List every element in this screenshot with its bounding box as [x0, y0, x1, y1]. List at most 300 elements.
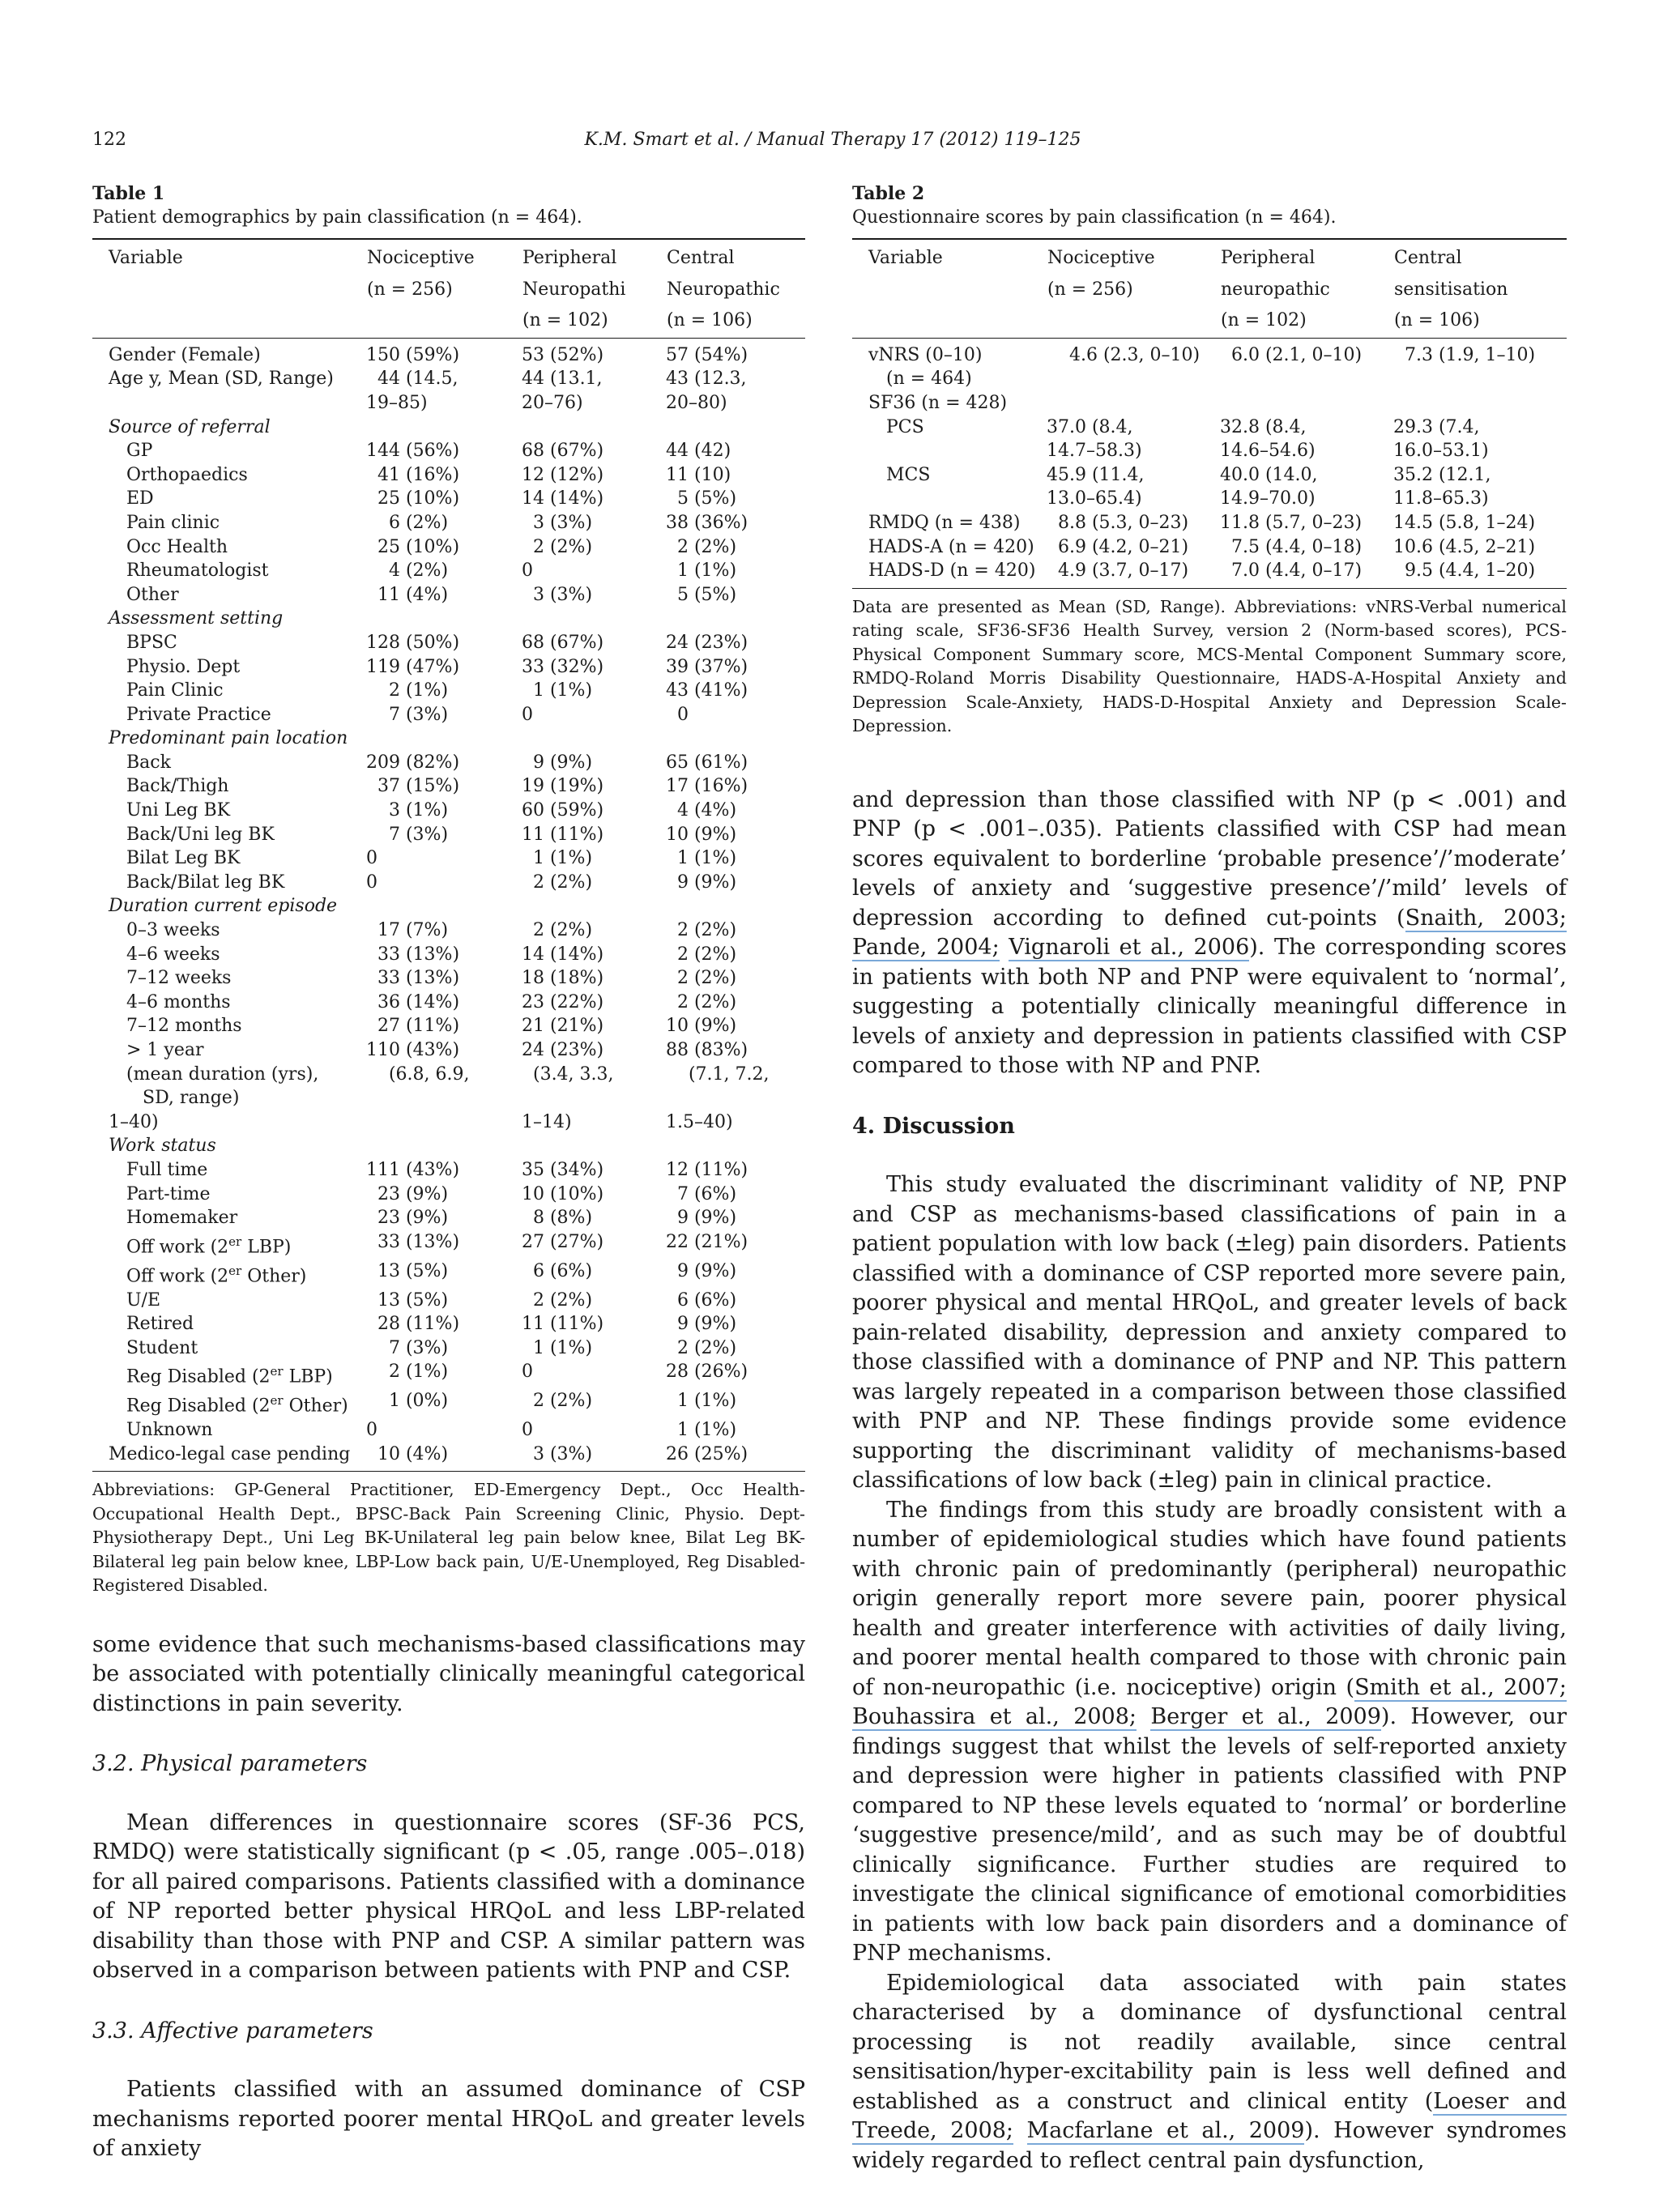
table2-header — [852, 239, 1567, 338]
table-section-label: Work status — [109, 1136, 216, 1157]
row-label: Age y, Mean (SD, Range) — [109, 369, 334, 390]
table-cell: 9 (9%) — [666, 1260, 737, 1281]
table-cell: 27 (27%) — [522, 1231, 604, 1252]
row-label: Bilat Leg BK — [126, 848, 241, 869]
table-cell: 1 (1%) — [522, 1337, 593, 1358]
citation-link[interactable]: Macfarlane et al., 2009 — [1026, 2118, 1305, 2144]
table-cell: 24 (23%) — [666, 632, 748, 653]
table-cell: 13 (5%) — [366, 1289, 449, 1311]
table-cell: 29.3 (7.4, — [1393, 416, 1480, 437]
row-label: Pain clinic — [126, 512, 220, 533]
paragraph: This study evaluated the discriminant validity of NP, PNP and CSP as mechanisms-based classifications of pain in a patient population with low back (±leg) pain disorders. Patients classified with a dominance of CSP reported more severe pain, poorer physical and mental HRQoL, and greater levels of back pain-related disability, depression and anxiety compared to those classified with a dominance of PNP and NP. This pattern was largely repeated in a comparison between those classified with PNP and NP. These findings provide some evidence supporting the discriminant validity of mechanisms-based classifications of low back (±leg) pain in clinical practice. — [852, 1172, 1567, 1494]
row-label: Student — [126, 1337, 198, 1358]
table-row — [92, 1443, 805, 1472]
table-cell: 1 (0%) — [366, 1391, 449, 1412]
row-label: Full time — [126, 1159, 208, 1180]
table-cell: 20–80) — [666, 392, 727, 413]
column-header: (n = 102) — [1220, 302, 1393, 338]
column-header: Neuropathi — [522, 279, 626, 300]
table-cell: 14 (14%) — [522, 488, 604, 509]
table-cell: 3 (3%) — [522, 512, 593, 533]
table-cell — [1393, 391, 1567, 416]
table-cell: 2 (1%) — [366, 680, 449, 701]
column-header — [92, 302, 366, 338]
table-cell: 7 (3%) — [366, 704, 449, 725]
section-heading-3-2: 3.2. Physical parameters — [92, 1751, 368, 1777]
table-cell: 40.0 (14.0, — [1220, 464, 1318, 485]
table-cell — [1220, 367, 1393, 391]
table-cell: 23 (9%) — [366, 1208, 449, 1229]
section-heading-4: 4. Discussion — [852, 1113, 1015, 1139]
table-row — [92, 703, 805, 727]
table-row — [852, 511, 1567, 535]
table-cell: 17 (16%) — [666, 776, 748, 797]
table-cell: 0 — [522, 704, 533, 725]
table-cell: 44 (14.5, — [366, 369, 458, 390]
table-cell: 5 (5%) — [666, 488, 737, 509]
table-cell: 32.8 (8.4, — [1220, 416, 1307, 437]
table-cell: 11 (11%) — [522, 824, 604, 845]
table-cell: 3 (3%) — [522, 584, 593, 605]
table-cell: 28 (11%) — [366, 1314, 460, 1335]
table-row — [852, 367, 1567, 391]
table-cell: 28 (26%) — [666, 1362, 748, 1383]
table-cell: 37 (15%) — [366, 776, 460, 797]
table-row — [92, 1230, 805, 1259]
table-cell: 24 (23%) — [522, 1040, 604, 1060]
row-label: ED — [126, 488, 154, 509]
table-row — [92, 631, 805, 655]
left-body-text — [92, 1630, 805, 2164]
row-label — [852, 487, 1047, 511]
table-cell: 8 (8%) — [522, 1208, 593, 1229]
table-cell — [366, 1086, 522, 1110]
table-cell: 33 (13%) — [366, 944, 460, 965]
column-header: Neuropathic — [667, 279, 780, 300]
table-cell: 6.9 (4.2, 0–21) — [1047, 536, 1189, 557]
table-header-row — [92, 302, 805, 338]
citation-link[interactable]: Berger et al., 2009 — [1150, 1704, 1381, 1730]
row-label: U/E — [126, 1289, 161, 1311]
table-cell: 60 (59%) — [522, 800, 604, 821]
table-row — [92, 823, 805, 847]
table-row — [852, 487, 1567, 511]
citation-link[interactable]: Loeser and Treede, 2008; — [852, 2088, 1567, 2144]
table-cell: 53 (52%) — [522, 344, 604, 365]
table-cell: 6 (2%) — [366, 512, 449, 533]
table-cell — [1047, 367, 1220, 391]
table-cell — [522, 894, 666, 918]
table-row — [852, 391, 1567, 416]
table-cell: 1 (1%) — [522, 680, 593, 701]
table-cell: 38 (36%) — [666, 512, 748, 533]
table-cell: 2 (2%) — [522, 1391, 593, 1412]
table-cell: 12 (12%) — [522, 464, 604, 485]
table-row — [92, 1134, 805, 1158]
column-header: Nociceptive — [366, 239, 522, 271]
table2-body — [852, 338, 1567, 588]
table-cell: 20–76) — [522, 392, 583, 413]
table-cell: 6.0 (2.1, 0–10) — [1220, 344, 1363, 365]
table-row — [852, 338, 1567, 367]
table-cell: 43 (41%) — [666, 680, 748, 701]
table1-body — [92, 338, 805, 1472]
table-cell — [366, 1110, 522, 1135]
table-cell: 2 (1%) — [366, 1362, 449, 1383]
table-cell: 11.8–65.3) — [1393, 488, 1489, 509]
table-row — [92, 1206, 805, 1230]
table-cell: 14.6–54.6) — [1220, 441, 1316, 462]
table-cell: 33 (13%) — [366, 1231, 460, 1252]
column-header: Variable — [852, 239, 1047, 271]
table-cell: 4.6 (2.3, 0–10) — [1047, 344, 1201, 365]
table-cell: 2 (2%) — [666, 944, 737, 965]
row-label: Gender (Female) — [109, 344, 261, 365]
table-cell: 36 (14%) — [366, 991, 460, 1012]
row-label: 7–12 months — [126, 1016, 242, 1037]
table-cell: 2 (2%) — [522, 536, 593, 557]
column-header: Variable — [92, 239, 366, 271]
table-cell — [666, 416, 805, 440]
row-label: (n = 464) — [886, 369, 972, 390]
table-row — [92, 871, 805, 895]
table-cell: 27 (11%) — [366, 1016, 460, 1037]
table-cell: 19–85) — [366, 392, 428, 413]
table-cell: 10 (4%) — [366, 1443, 522, 1472]
table-header-row — [92, 271, 805, 303]
row-label: Pain Clinic — [126, 680, 224, 701]
table-header-row — [92, 239, 805, 271]
table-cell: 57 (54%) — [666, 344, 748, 365]
table-row — [92, 1259, 805, 1289]
table-cell — [522, 727, 666, 751]
table-cell — [366, 894, 522, 918]
table-row — [92, 1183, 805, 1207]
table-row — [92, 943, 805, 967]
paragraph: Patients classified with an assumed dominance of CSP mechanisms reported poorer mental HRQoL and greater levels of anxiety — [92, 2077, 805, 2162]
table-cell — [666, 1086, 805, 1110]
table-row — [852, 559, 1567, 588]
left-column — [92, 181, 805, 2164]
table-cell: 4.9 (3.7, 0–17) — [1047, 559, 1220, 588]
table-row — [92, 1360, 805, 1389]
table1 — [92, 238, 805, 1472]
table-cell: 3 (1%) — [366, 800, 449, 821]
table-cell: 4 (4%) — [666, 800, 737, 821]
table-cell: 14 (14%) — [522, 944, 604, 965]
row-label: 7–12 weeks — [126, 968, 232, 989]
citation-link[interactable]: Smith et al., 2007; — [1354, 1674, 1567, 1700]
table-cell — [522, 1086, 666, 1110]
table-cell: 35 (34%) — [522, 1159, 604, 1180]
table-cell: 2 (2%) — [666, 991, 737, 1012]
table-cell: 35.2 (12.1, — [1393, 464, 1491, 485]
table-cell: 13 (5%) — [366, 1260, 449, 1281]
table-cell: 39 (37%) — [666, 656, 748, 677]
row-label: Medico-legal case pending — [92, 1443, 366, 1472]
table-cell: 7 (3%) — [366, 824, 449, 845]
column-header: Central — [666, 239, 805, 271]
row-label: Orthopaedics — [126, 464, 248, 485]
table-row — [92, 991, 805, 1015]
table-row — [92, 846, 805, 871]
table-cell: 14.7–58.3) — [1047, 441, 1142, 462]
right-body-text — [852, 786, 1567, 2176]
table-cell: 1.5–40) — [666, 1111, 733, 1132]
row-label: > 1 year — [126, 1040, 204, 1060]
row-label: GP — [126, 441, 153, 462]
row-label: Off work (2er Other) — [126, 1263, 307, 1286]
table-cell: 6 (6%) — [522, 1260, 593, 1281]
table-cell — [666, 1134, 805, 1158]
paragraph: The findings from this study are broadly consistent with a number of epidemiological studies which have found patients with chronic pain of predominantly (peripheral) neuropathic origin generally report more severe pain, poorer physical health and greater interference with activities of daily living, and poorer mental health compared to those with chronic pain of non-neuropathic (i.e. nociceptive) origin (Smith et al., 2007; Bouhassira et al., 2008; Berger et al., 2009). However, our findings suggest that whilst the levels of self-reported anxiety and depression were higher in patients classified with PNP compared to NP these levels equated to ‘normal’ or borderline ‘suggestive presence/mild’, and as such may be of doubtful clinically significance. Further studies are required to investigate the clinical significance of emotional comorbidities in patients with low back pain disorders and a dominance of PNP mechanisms. — [852, 1497, 1567, 1967]
table-cell: 21 (21%) — [522, 1016, 604, 1037]
table-cell — [1220, 391, 1393, 416]
table-cell: 6 (6%) — [666, 1289, 737, 1311]
row-label: Back/Uni leg BK — [126, 824, 275, 845]
table-cell: 1 (1%) — [666, 1391, 737, 1412]
right-column — [852, 181, 1567, 2176]
table-cell — [1393, 367, 1567, 391]
table-cell — [366, 1134, 522, 1158]
table-cell: 65 (61%) — [666, 752, 748, 773]
table-cell: 7 (6%) — [666, 1183, 737, 1204]
row-label: Physio. Dept — [126, 656, 241, 677]
table-cell: 5 (5%) — [666, 584, 737, 605]
table-cell: 23 (22%) — [522, 991, 604, 1012]
table-cell: 11 (4%) — [366, 584, 449, 605]
table-cell — [1047, 391, 1220, 416]
table-cell: 14.5 (5.8, 1–24) — [1393, 512, 1536, 533]
column-header — [366, 302, 522, 338]
citation-link[interactable]: Pande, 2004; — [852, 935, 1000, 961]
citation-link[interactable]: Snaith, 2003; — [1405, 905, 1567, 931]
column-header: Peripheral — [1220, 239, 1393, 271]
table2-caption: Questionnaire scores by pain classification (n = 464). — [852, 207, 1337, 228]
column-header: (n = 106) — [1393, 302, 1567, 338]
table2 — [852, 238, 1567, 589]
table-cell: 0 — [366, 872, 377, 893]
column-header: Nociceptive — [1047, 239, 1220, 271]
table-cell: 44 (13.1, — [522, 369, 603, 390]
table-cell: 0 — [522, 1362, 533, 1383]
table-row — [92, 535, 805, 560]
table-cell: 68 (67%) — [522, 632, 604, 653]
table-cell: (6.8, 6.9, — [366, 1063, 470, 1085]
table-cell: 2 (2%) — [522, 1289, 593, 1311]
table-cell: 3 (3%) — [522, 1443, 666, 1472]
column-header: sensitisation — [1394, 279, 1508, 300]
row-label — [92, 391, 366, 416]
row-label: Occ Health — [126, 536, 228, 557]
table-cell: 2 (2%) — [666, 968, 737, 989]
table-cell: 7 (3%) — [366, 1337, 449, 1358]
table-cell: 2 (2%) — [666, 920, 737, 941]
table-cell: 88 (83%) — [666, 1040, 748, 1060]
table-cell: 1 (1%) — [666, 848, 737, 869]
table-cell: 9 (9%) — [666, 1208, 737, 1229]
table-row — [852, 439, 1567, 463]
table2-note: Data are presented as Mean (SD, Range). Abbreviations: vNRS-Verbal numerical rating scale, SF36-SF36 Health Survey, version 2 (Norm-based scores), PCS-Physical Component Summary score, MCS-Mental Component Summary score, RMDQ-Roland Morris Disability Questionnaire, HADS-A-Hospital Anxiety and Depression Scale-Anxiety, HADS-D-Hospital Anxiety and Depression Scale-Depression. — [852, 596, 1567, 736]
column-header: (n = 106) — [666, 302, 805, 338]
table-cell: 7.5 (4.4, 0–18) — [1220, 536, 1363, 557]
table-cell: 23 (9%) — [366, 1183, 449, 1204]
table-cell: 9 (9%) — [522, 752, 593, 773]
table-row — [92, 338, 805, 367]
row-label: vNRS (0–10) — [868, 344, 983, 365]
table-cell — [366, 727, 522, 751]
row-label: Part-time — [126, 1183, 211, 1204]
table-cell: 33 (13%) — [366, 968, 460, 989]
table-cell: 0 — [366, 848, 377, 869]
table-cell: 2 (2%) — [666, 1337, 737, 1358]
table-cell: 111 (43%) — [366, 1159, 460, 1180]
row-label: SF36 (n = 428) — [868, 392, 1008, 413]
table1-header — [92, 239, 805, 338]
citation-link[interactable]: Bouhassira et al., 2008; — [852, 1704, 1137, 1730]
table-cell: 12 (11%) — [666, 1159, 748, 1180]
table1-caption: Patient demographics by pain classification (n = 464). — [92, 207, 582, 228]
table-row — [92, 463, 805, 488]
table-row — [92, 1110, 805, 1135]
row-label: 4–6 months — [126, 991, 231, 1012]
column-header — [852, 302, 1047, 338]
table-cell: 2 (2%) — [522, 920, 593, 941]
table-cell: 68 (67%) — [522, 441, 604, 462]
table-row — [92, 1289, 805, 1313]
section-heading-3-3: 3.3. Affective parameters — [92, 2018, 373, 2044]
paragraph: Mean differences in questionnaire scores (SF-36 PCS, RMDQ) were statistically significant (p < .05, range .005–.018) for all paired comparisons. Patients classified with a dominance of NP reported better physical HRQoL and less LBP-related disability than those with PNP and CSP. A similar pattern was observed in a comparison between patients with PNP and CSP. — [92, 1809, 805, 1984]
running-title: K.M. Smart et al. / Manual Therapy 17 (2012) 119–125 — [584, 130, 1081, 150]
table-row — [92, 487, 805, 511]
table-cell: 0 — [666, 704, 689, 725]
row-label: Homemaker — [126, 1208, 238, 1229]
table-row — [92, 583, 805, 607]
table-cell: 10.6 (4.5, 2–21) — [1393, 536, 1536, 557]
table-section-label: Source of referral — [109, 416, 271, 437]
citation-link[interactable]: Vignaroli et al., 2006 — [1009, 935, 1250, 961]
column-header: neuropathic — [1221, 279, 1330, 300]
table-row — [92, 559, 805, 583]
row-label: Private Practice — [126, 704, 271, 725]
table-cell: (7.1, 7.2, — [666, 1063, 770, 1085]
table-cell: 14.9–70.0) — [1220, 488, 1316, 509]
table-cell: 11.8 (5.7, 0–23) — [1220, 512, 1363, 533]
row-label: 0–3 weeks — [126, 920, 220, 941]
table-cell: 25 (10%) — [366, 536, 460, 557]
row-label: HADS-D (n = 420) — [852, 559, 1047, 588]
column-header: (n = 256) — [367, 279, 453, 300]
table-cell: 0 — [522, 1420, 533, 1441]
table-cell — [522, 1134, 666, 1158]
row-label: SD, range) — [143, 1088, 240, 1109]
table-row — [92, 1418, 805, 1443]
table-cell: 209 (82%) — [366, 752, 460, 773]
row-label: Rheumatologist — [126, 560, 269, 582]
table-row — [92, 1014, 805, 1038]
table-row — [92, 799, 805, 823]
column-header — [92, 271, 366, 303]
table-section-label: Duration current episode — [109, 896, 338, 917]
column-header: (n = 256) — [1047, 279, 1133, 300]
table-cell: 13.0–65.4) — [1047, 488, 1142, 509]
table-row — [92, 511, 805, 535]
row-label: Back/Thigh — [126, 776, 229, 797]
row-label: Back/Bilat leg BK — [126, 872, 285, 893]
table-row — [92, 1063, 805, 1087]
row-label: Other — [126, 584, 179, 605]
table-row — [92, 1038, 805, 1063]
column-header — [1047, 302, 1220, 338]
table-row — [92, 439, 805, 463]
column-header: (n = 102) — [522, 302, 666, 338]
row-label: Reg Disabled (2er Other) — [126, 1393, 348, 1417]
table-row — [92, 1389, 805, 1418]
table-cell: 41 (16%) — [366, 464, 460, 485]
table-cell: 7.0 (4.4, 0–17) — [1220, 559, 1393, 588]
table-cell: 9.5 (4.4, 1–20) — [1393, 559, 1567, 588]
table2-label: Table 2 — [852, 183, 925, 204]
table-row — [852, 535, 1567, 560]
row-label: MCS — [886, 464, 931, 485]
table-row — [92, 367, 805, 391]
table-cell: 44 (42) — [666, 441, 731, 462]
table-cell — [522, 416, 666, 440]
row-label: Uni Leg BK — [126, 800, 231, 821]
row-label: Off work (2er LBP) — [126, 1234, 292, 1258]
table-cell: 9 (9%) — [666, 1314, 737, 1335]
table-cell: 150 (59%) — [366, 344, 460, 365]
table-cell: 4 (2%) — [366, 560, 449, 582]
table-row — [852, 463, 1567, 488]
paragraph: and depression than those classified with NP (p < .001) and PNP (p < .001–.035). Patients classified with CSP had mean scores equivalent to borderline ‘probable presence’/’moderate’ levels of anxiety and ‘suggestive presence’/’mild’ levels of depression according to defined cut-points (Snaith, 2003; Pande, 2004; Vignaroli et al., 2006). The corresponding scores in patients with both NP and PNP were equivalent to ‘normal’, suggesting a potentially clinically meaningful difference in levels of anxiety and depression in patients classified with CSP compared to those with NP and PNP. — [852, 786, 1567, 1079]
table-header-row — [852, 302, 1567, 338]
table-row — [92, 727, 805, 751]
table-cell: 9 (9%) — [666, 872, 737, 893]
table-cell: 16.0–53.1) — [1393, 441, 1489, 462]
table-section-label: Predominant pain location — [109, 728, 348, 749]
row-label: Reg Disabled (2er LBP) — [126, 1364, 333, 1387]
row-label: 1–40) — [109, 1111, 159, 1132]
table-row — [92, 655, 805, 680]
table-cell: 1 (1%) — [666, 1420, 737, 1441]
table-row — [92, 679, 805, 703]
table-cell: 1–14) — [522, 1111, 572, 1132]
table-cell: 22 (21%) — [666, 1231, 748, 1252]
table-row — [92, 1312, 805, 1336]
table-cell: 7.3 (1.9, 1–10) — [1393, 344, 1536, 365]
table-cell: 43 (12.3, — [666, 369, 747, 390]
column-header: Peripheral — [522, 239, 666, 271]
table-cell — [666, 894, 805, 918]
table-cell: 25 (10%) — [366, 488, 460, 509]
table-cell: 10 (9%) — [666, 1016, 737, 1037]
table-cell: 26 (25%) — [666, 1443, 805, 1472]
table-header-row — [852, 271, 1567, 303]
table-cell: 11 (10) — [666, 464, 731, 485]
table-cell: 110 (43%) — [366, 1040, 460, 1060]
paragraph: some evidence that such mechanisms-based classifications may be associated with potentially clinically meaningful categorical distinctions in pain severity. — [92, 1631, 805, 1716]
table-row — [92, 751, 805, 775]
table1-label: Table 1 — [92, 183, 165, 204]
table-cell: 19 (19%) — [522, 776, 604, 797]
table1-abbreviations: Abbreviations: GP-General Practitioner, ED-Emergency Dept., Occ Health-Occupational Health Dept., BPSC-Back Pain Screening Clinic, Physio. Dept-Physiotherapy Dept., Uni Leg BK-Unilateral leg pain below knee, Bilat Leg BK-Bilateral leg pain below knee, LBP-Low back pain, U/E-Unemployed, Reg Disabled-Registered Disabled. — [92, 1480, 805, 1596]
table-header-row — [852, 239, 1567, 271]
table-cell — [366, 607, 522, 631]
table-row — [92, 1336, 805, 1361]
table-row — [852, 416, 1567, 440]
row-label: 4–6 weeks — [126, 944, 220, 965]
